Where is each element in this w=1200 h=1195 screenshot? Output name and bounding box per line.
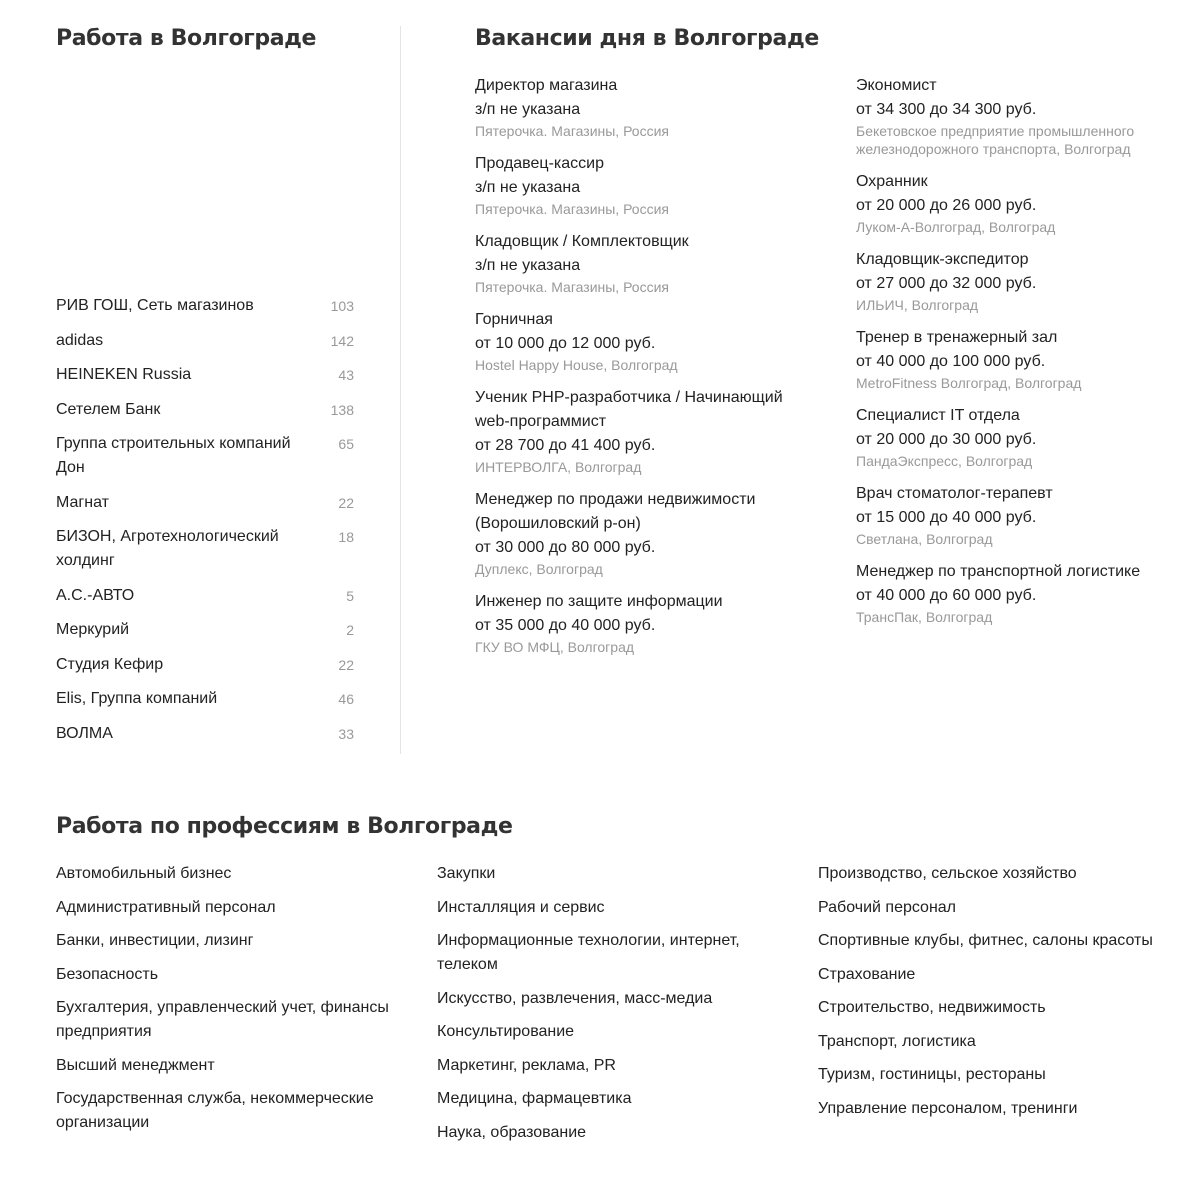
vacancy-salary: от 35 000 до 40 000 руб. [475,617,656,634]
profession-link[interactable]: Производство, сельское хозяйство [818,865,1077,882]
profession-link[interactable]: Инсталляция и сервис [437,898,605,916]
vacancy-company: MetroFitness Волгоград, Волгоград [856,375,1082,391]
vacancy-item [475,308,815,374]
profession-link[interactable]: Безопасность [56,965,159,983]
employer-vacancy-count: 5 [346,587,354,604]
vacancy-column-1 [475,74,815,668]
employer-name-link[interactable]: Студия Кефир [56,655,164,673]
profession-link[interactable]: Строительство, недвижимость [818,999,1046,1016]
employer-vacancy-count: 103 [330,298,354,314]
vacancy-company: Дуплекс, Волгоград [475,561,603,577]
vacancy-company: Hostel Happy House, Волгоград [475,357,678,373]
vacancy-column-2 [856,74,1176,638]
vacancy-title-link[interactable]: Продавец-кассир [475,155,604,172]
vacancy-item [475,74,815,140]
vacancy-salary: от 40 000 до 60 000 руб. [856,587,1037,604]
employer-item[interactable] [56,398,356,422]
vacancy-item [856,482,1176,548]
vacancy-title-link[interactable]: Инженер по защите информации [475,593,723,610]
vacancy-salary: з/п не указана [475,179,581,196]
profession-link[interactable]: Наука, образование [437,1123,587,1141]
column-divider [400,26,401,754]
vacancy-title-link[interactable]: Менеджер по транспортной логистике [856,563,1141,580]
profession-link[interactable]: Автомобильный бизнес [56,865,232,882]
profession-column-1 [56,862,406,1145]
vacancies-of-day-title: Вакансии дня в Волгограде [475,26,819,51]
employer-vacancy-count: 142 [330,332,354,349]
vacancy-item [856,248,1176,314]
vacancy-company: Пятерочка. Магазины, Россия [475,279,669,295]
employer-item[interactable] [56,584,356,608]
employer-name-link[interactable]: HEINEKEN Russia [56,366,192,383]
profession-link[interactable]: Искусство, развлечения, масс-медиа [437,989,713,1007]
employer-name-link[interactable]: adidas [56,331,104,349]
employer-item[interactable] [56,525,356,573]
vacancies-of-day-section [475,26,1175,51]
vacancy-company: Светлана, Волгоград [856,531,993,547]
employer-vacancy-count: 46 [338,691,354,707]
vacancy-title-link[interactable]: Директор магазина [475,77,618,94]
employer-vacancy-count: 22 [338,656,354,673]
employer-item[interactable] [56,363,356,387]
employer-vacancy-count: 18 [338,529,354,545]
vacancy-item [856,404,1176,470]
profession-column-3 [818,862,1168,1130]
employer-item[interactable] [56,722,356,746]
vacancy-title-link[interactable]: Менеджер по продажи недвижимости (Ворошиловский р-он) [475,491,756,532]
vacancy-salary: от 15 000 до 40 000 руб. [856,509,1037,526]
employer-name-link[interactable]: РИВ ГОШ, Сеть магазинов [56,297,254,314]
vacancy-salary: от 28 700 до 41 400 руб. [475,437,656,454]
vacancy-item [856,74,1176,158]
vacancy-title-link[interactable]: Ученик PHP-разработчика / Начинающий web-программист [475,389,783,430]
jobs-in-city-section [56,26,356,51]
employer-item[interactable] [56,653,356,677]
employer-vacancy-count: 138 [330,401,354,418]
profession-column-2 [437,862,787,1154]
vacancy-title-link[interactable]: Охранник [856,173,928,190]
profession-link[interactable]: Консультирование [437,1023,575,1040]
vacancy-item [475,386,815,476]
vacancy-item [856,170,1176,236]
employer-name-link[interactable]: Группа строительных компаний Дон [56,435,291,476]
employer-list [56,294,356,756]
profession-link[interactable]: Информационные технологии, интернет, телеком [437,932,740,973]
vacancy-company: Пятерочка. Магазины, Россия [475,123,669,139]
profession-link[interactable]: Медицина, фармацевтика [437,1090,632,1107]
profession-link[interactable]: Государственная служба, некоммерческие организации [56,1090,374,1131]
vacancy-item [475,590,815,656]
profession-link[interactable]: Бухгалтерия, управленческий учет, финансы предприятия [56,999,389,1040]
vacancy-salary: от 20 000 до 26 000 руб. [856,197,1037,214]
vacancy-salary: от 27 000 до 32 000 руб. [856,275,1037,292]
employer-item[interactable] [56,432,356,480]
vacancy-salary: от 34 300 до 34 300 руб. [856,101,1037,118]
profession-link[interactable]: Туризм, гостиницы, рестораны [818,1066,1046,1083]
vacancy-title-link[interactable]: Врач стоматолог-терапевт [856,485,1053,502]
vacancy-item [856,560,1176,626]
vacancy-item [475,230,815,296]
vacancy-salary: от 10 000 до 12 000 руб. [475,335,656,352]
vacancy-salary: з/п не указана [475,257,581,274]
profession-link[interactable]: Высший менеджмент [56,1056,215,1074]
jobs-in-city-title: Работа в Волгограде [56,26,317,51]
vacancy-company: ИЛЬИЧ, Волгоград [856,297,979,313]
employer-name-link[interactable]: БИЗОН, Агротехнологический холдинг [56,528,279,569]
vacancy-title-link[interactable]: Тренер в тренажерный зал [856,329,1058,346]
vacancy-item [856,326,1176,392]
profession-link[interactable]: Административный персонал [56,898,276,916]
employer-name-link[interactable]: Меркурий [56,621,130,638]
employer-vacancy-count: 22 [338,494,354,511]
vacancy-company: ПандаЭкспресс, Волгоград [856,453,1033,469]
profession-link[interactable]: Спортивные клубы, фитнес, салоны красоты [818,932,1153,949]
vacancy-salary: от 20 000 до 30 000 руб. [856,431,1037,448]
vacancy-company: ГКУ ВО МФЦ, Волгоград [475,639,635,655]
profession-link[interactable]: Банки, инвестиции, лизинг [56,932,254,949]
employer-item[interactable] [56,618,356,642]
profession-link[interactable]: Управление персоналом, тренинги [818,1099,1078,1117]
profession-link[interactable]: Транспорт, логистика [818,1032,976,1050]
vacancy-title-link[interactable]: Экономист [856,77,937,94]
vacancy-salary: з/п не указана [475,101,581,118]
employer-vacancy-count: 65 [338,436,354,452]
vacancy-company: Бекетовское предприятие промышленного железнодорожного транспорта, Волгоград [856,123,1135,157]
employer-name-link[interactable]: Elis, Группа компаний [56,690,218,707]
professions-title: Работа по профессиям в Волгограде [56,814,513,839]
employer-item[interactable] [56,491,356,515]
profession-link[interactable]: Рабочий персонал [818,898,957,916]
vacancy-company: ИНТЕРВОЛГА, Волгоград [475,459,642,475]
employer-name-link[interactable]: Магнат [56,493,109,511]
vacancy-item [475,152,815,218]
employer-name-link[interactable]: А.С.-АВТО [56,586,135,604]
vacancy-title-link[interactable]: Кладовщик-экспедитор [856,251,1029,268]
vacancy-company: Пятерочка. Магазины, Россия [475,201,669,217]
employer-item[interactable] [56,329,356,353]
employer-vacancy-count: 33 [338,725,354,742]
employer-vacancy-count: 2 [346,622,354,638]
profession-link[interactable]: Закупки [437,865,496,882]
vacancy-company: Луком-А-Волгоград, Волгоград [856,219,1056,235]
vacancy-title-link[interactable]: Горничная [475,311,553,328]
employer-vacancy-count: 43 [338,367,354,383]
employer-item[interactable] [56,687,356,711]
vacancy-item [475,488,815,578]
employer-item[interactable] [56,294,356,318]
vacancy-title-link[interactable]: Кладовщик / Комплектовщик [475,233,689,250]
employer-name-link[interactable]: ВОЛМА [56,724,113,742]
vacancy-company: ТрансПак, Волгоград [856,609,993,625]
employer-name-link[interactable]: Сетелем Банк [56,400,161,418]
vacancy-title-link[interactable]: Специалист IT отдела [856,407,1020,424]
vacancy-salary: от 30 000 до 80 000 руб. [475,539,656,556]
vacancy-salary: от 40 000 до 100 000 руб. [856,353,1046,370]
profession-link[interactable]: Страхование [818,965,916,983]
profession-link[interactable]: Маркетинг, реклама, PR [437,1056,616,1074]
